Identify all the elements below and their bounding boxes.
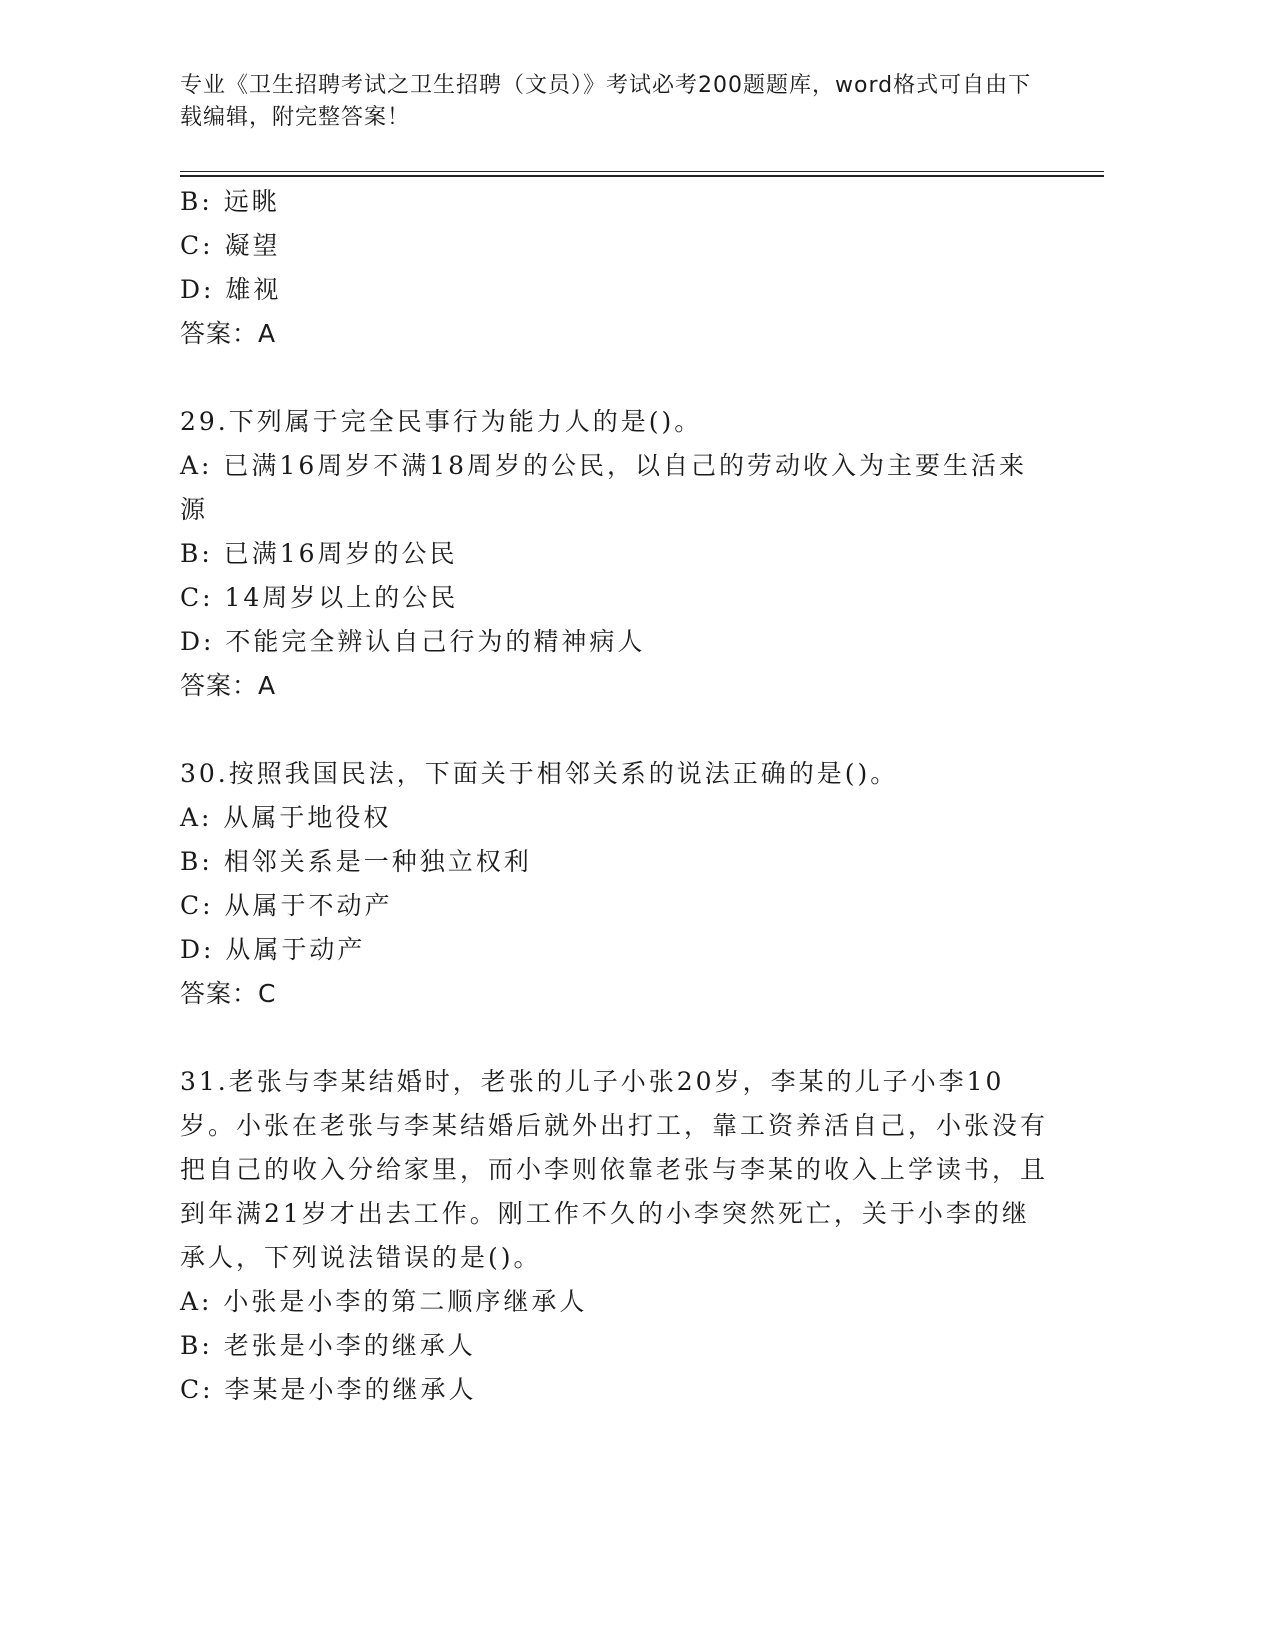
q31-option-b: B: 老张是小李的继承人 <box>180 1331 476 1360</box>
header-divider-thin <box>180 171 1104 172</box>
q28-option-c: C: 凝望 <box>180 231 281 260</box>
question-31-block <box>180 1060 1050 1412</box>
q29-option-d: D: 不能完全辨认自己行为的精神病人 <box>180 627 646 656</box>
q31-option-c: C: 李某是小李的继承人 <box>180 1375 477 1404</box>
spacer <box>180 356 1050 400</box>
spacer <box>180 708 1050 752</box>
question-29-block <box>180 400 1050 708</box>
q28-option-d: D: 雄视 <box>180 275 282 304</box>
q28-option-b: B: 远眺 <box>180 187 280 216</box>
spacer <box>180 1016 1050 1060</box>
q31-stem: 31.老张与李某结婚时，老张的儿子小张20岁，李某的儿子小李10岁。小张在老张与李某结婚后就外出打工，靠工资养活自己，小张没有把自己的收入分给家里，而小李则依靠老张与李某的收入上学读书，且到年满21岁才出去工作。刚工作不久的小李突然死亡，关于小李的继承人，下列说法错误的是()。 <box>180 1067 1049 1272</box>
q30-option-b: B: 相邻关系是一种独立权利 <box>180 847 532 876</box>
q30-option-a: A: 从属于地役权 <box>180 803 392 832</box>
q30-answer: 答案：C <box>180 979 277 1008</box>
q29-stem: 29.下列属于完全民事行为能力人的是()。 <box>180 407 703 436</box>
q29-option-a: A: 已满16周岁不满18周岁的公民，以自己的劳动收入为主要生活来源 <box>180 451 1028 524</box>
q29-option-c: C: 14周岁以上的公民 <box>180 583 459 612</box>
q28-answer: 答案：A <box>180 319 277 348</box>
q31-option-a: A: 小张是小李的第二顺序继承人 <box>180 1287 588 1316</box>
question-30-block <box>180 752 1050 1016</box>
document-header: 专业《卫生招聘考试之卫生招聘（文员）》考试必考200题题库，word格式可自由下载编辑，附完整答案！ <box>180 73 1032 130</box>
q30-option-c: C: 从属于不动产 <box>180 891 393 920</box>
q30-option-d: D: 从属于动产 <box>180 935 366 964</box>
question-28-block <box>180 180 1050 356</box>
question-content <box>180 180 1050 1412</box>
q29-option-b: B: 已满16周岁的公民 <box>180 539 458 568</box>
q30-stem: 30.按照我国民法，下面关于相邻关系的说法正确的是()。 <box>180 759 899 788</box>
header-divider-thick <box>180 175 1104 177</box>
q29-answer: 答案：A <box>180 671 277 700</box>
